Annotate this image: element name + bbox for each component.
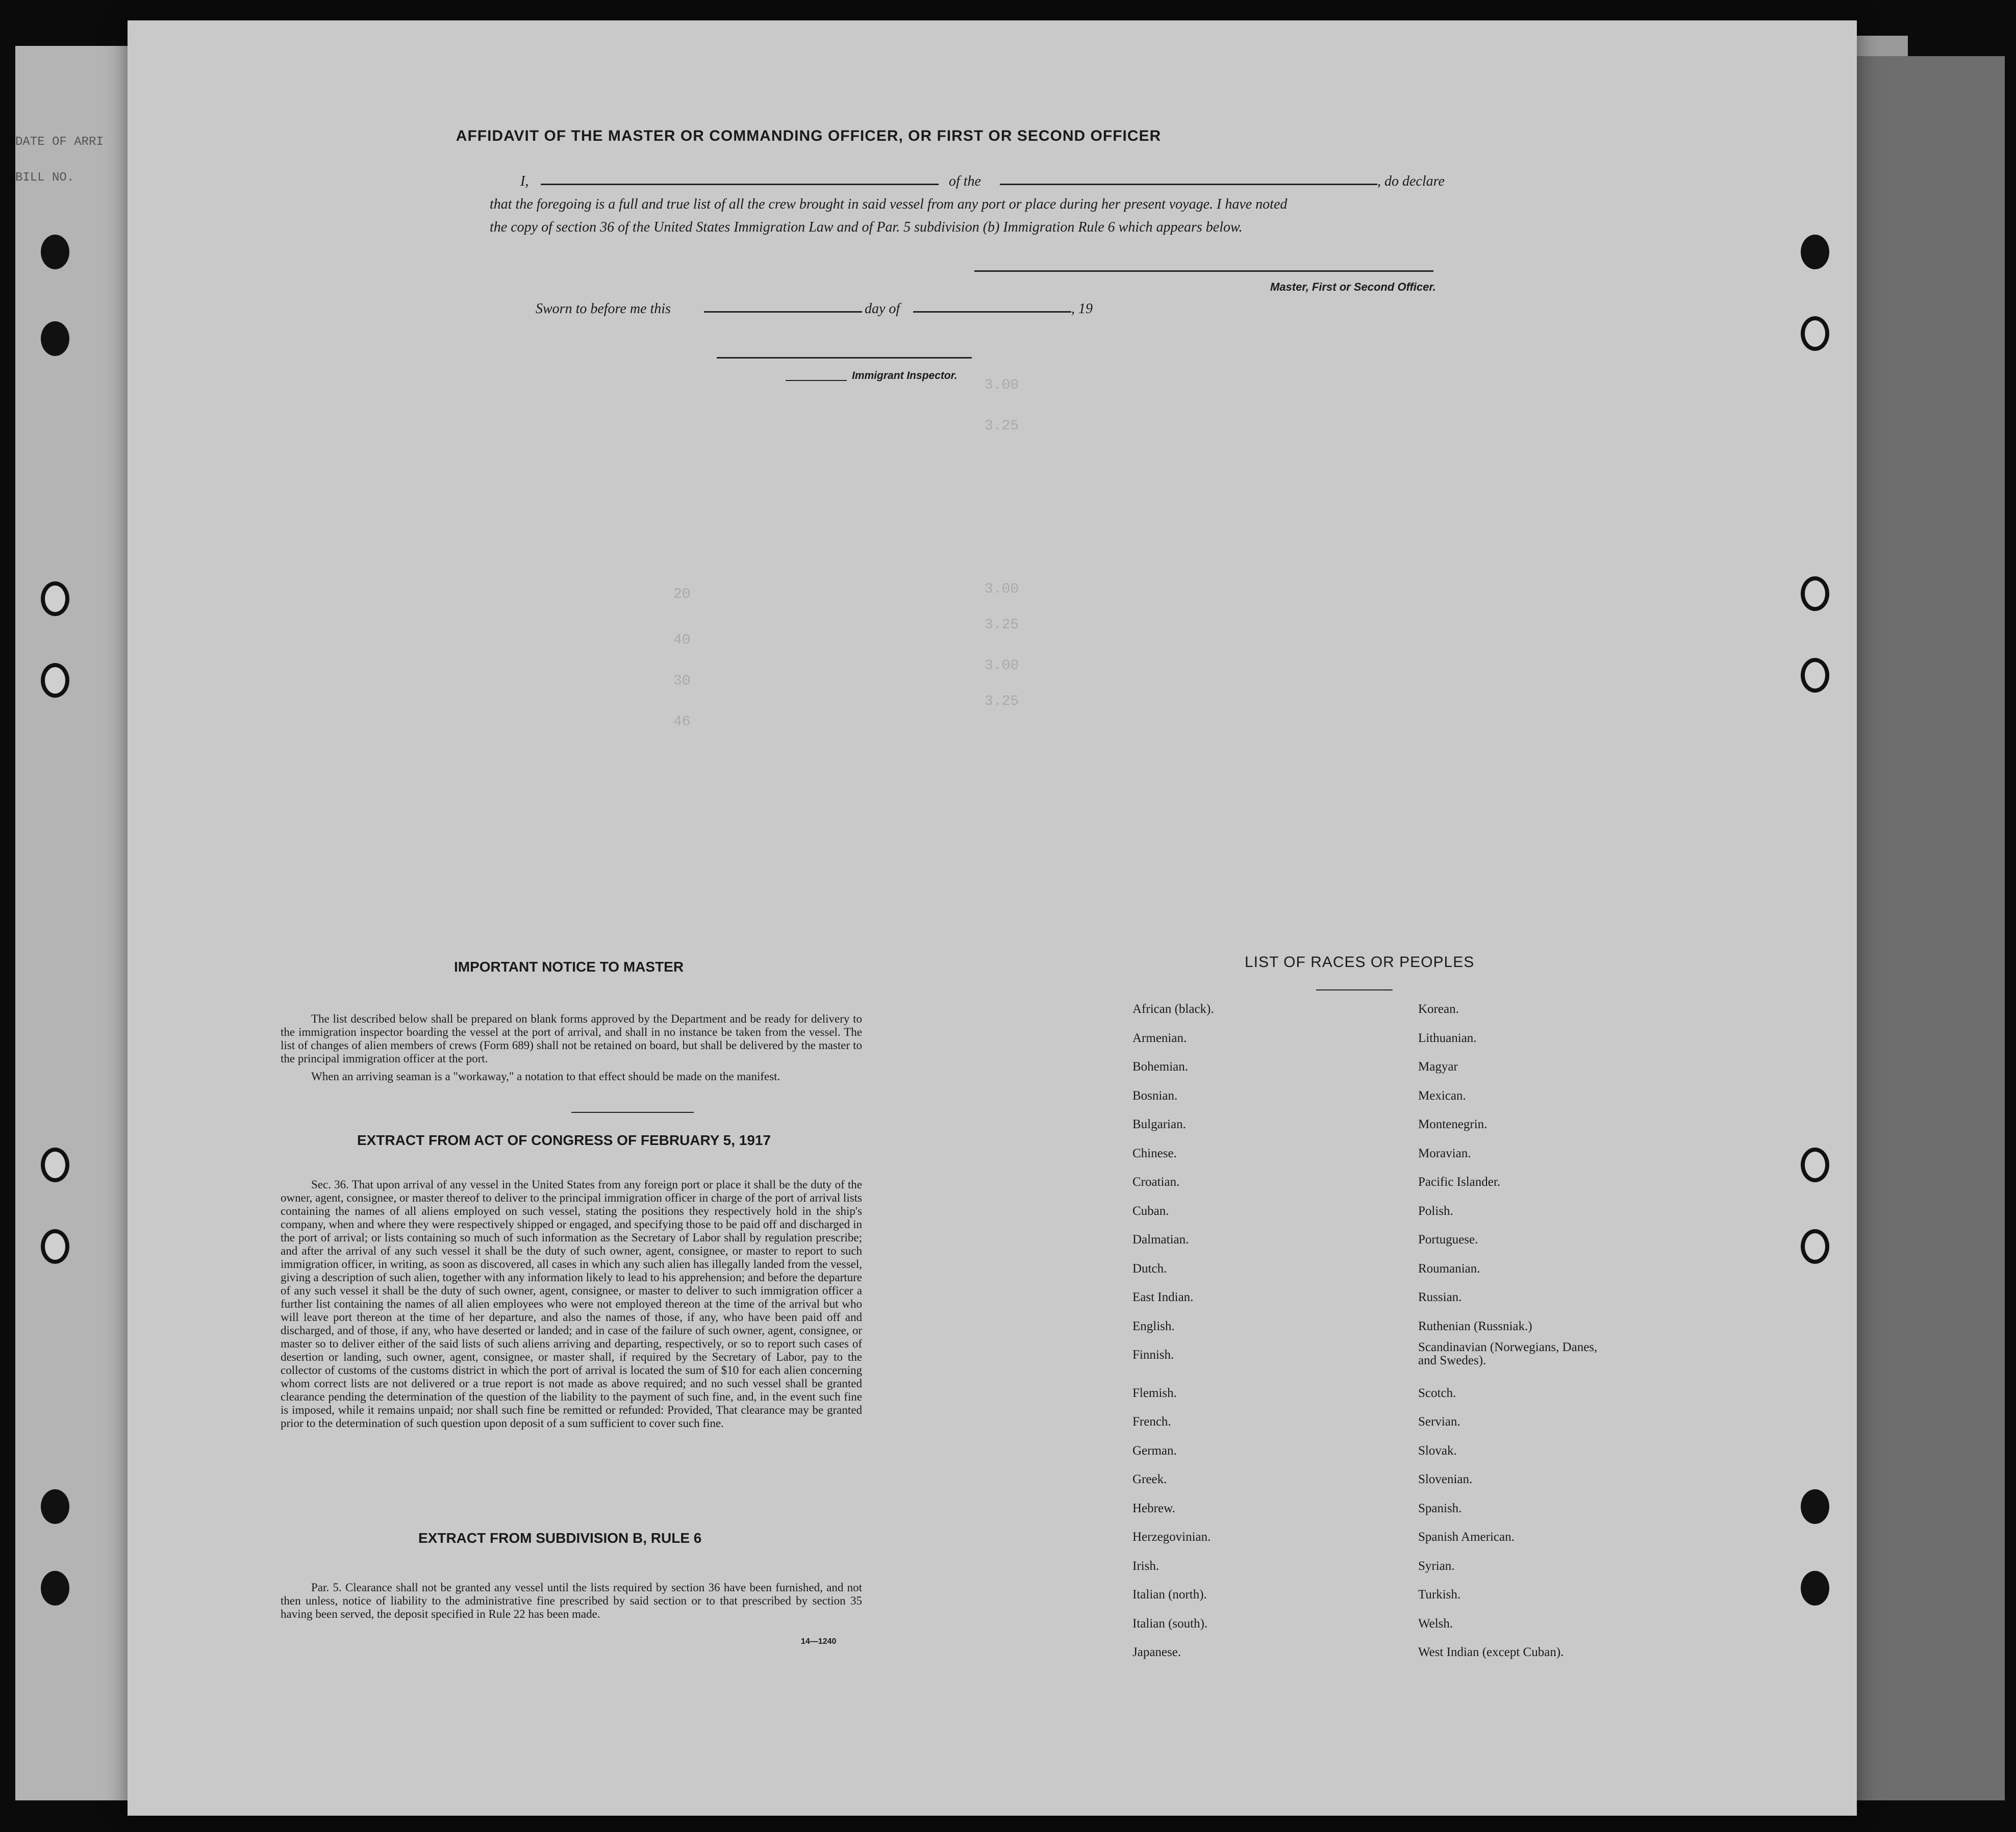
- margin-stamp-bill: BILL NO.: [15, 171, 74, 185]
- punch-hole: [1801, 1148, 1829, 1182]
- year-text: , 19: [1071, 301, 1093, 317]
- race-item: Cuban.: [1132, 1204, 1169, 1218]
- race-item: Dalmatian.: [1132, 1233, 1189, 1246]
- race-item: Roumanian.: [1418, 1261, 1480, 1276]
- punch-hole: [41, 581, 69, 616]
- race-item: Irish.: [1132, 1559, 1160, 1573]
- bleed-through-text: 3.00: [985, 377, 1019, 393]
- affidavit-line2: that the foregoing is a full and true list of all the crew brought in said vessel from any port or place during her present voyage. I have noted: [490, 196, 1288, 212]
- punch-hole: [41, 1148, 69, 1182]
- race-item: Slovenian.: [1418, 1472, 1473, 1486]
- race-item: Hebrew.: [1132, 1501, 1175, 1515]
- race-item: Dutch.: [1132, 1261, 1167, 1276]
- inspector-signature-line: [717, 357, 972, 359]
- race-item: Flemish.: [1132, 1386, 1177, 1400]
- race-item: Lithuanian.: [1418, 1031, 1477, 1045]
- affidavit-of-the: of the: [949, 173, 981, 189]
- race-item: Bosnian.: [1132, 1088, 1178, 1103]
- sworn-day-blank: [704, 311, 862, 313]
- day-of-text: day of: [865, 301, 900, 317]
- punch-hole: [1801, 658, 1829, 693]
- bleed-through-text: 3.25: [985, 418, 1019, 434]
- race-item: Spanish American.: [1418, 1530, 1515, 1544]
- master-signature-line: [974, 270, 1433, 272]
- sworn-month-blank: [913, 311, 1071, 313]
- race-item: Servian.: [1418, 1415, 1460, 1429]
- race-item: Bohemian.: [1132, 1060, 1189, 1074]
- punch-hole: [41, 1571, 69, 1606]
- race-item: Armenian.: [1132, 1031, 1187, 1045]
- race-item: Welsh.: [1418, 1616, 1453, 1631]
- name-blank-line: [541, 184, 939, 185]
- race-item: Greek.: [1132, 1472, 1167, 1486]
- margin-stamp-date: DATE OF ARRI: [15, 135, 104, 149]
- punch-hole: [1801, 235, 1829, 269]
- race-item: Bulgarian.: [1132, 1117, 1186, 1131]
- race-item: Slovak.: [1418, 1443, 1457, 1458]
- sworn-text: Sworn to before me this: [536, 301, 671, 317]
- race-item: Herzegovinian.: [1132, 1530, 1211, 1544]
- race-item: East Indian.: [1132, 1290, 1194, 1304]
- punch-hole: [1801, 1229, 1829, 1264]
- punch-hole: [1801, 316, 1829, 351]
- race-item: Ruthenian (Russniak.): [1418, 1319, 1532, 1333]
- race-item: Scotch.: [1418, 1386, 1456, 1400]
- bleed-through-text: 3.25: [985, 694, 1019, 709]
- form-number: 14—1240: [801, 1637, 837, 1646]
- extract-act-title: EXTRACT FROM ACT OF CONGRESS OF FEBRUARY 5, 1917: [357, 1132, 771, 1148]
- race-item: Italian (south).: [1132, 1616, 1208, 1631]
- back-sheet-left: [15, 46, 138, 1800]
- race-item: Magyar: [1418, 1060, 1458, 1074]
- race-item: Moravian.: [1418, 1146, 1471, 1160]
- punch-hole: [1801, 576, 1829, 611]
- race-item: Mexican.: [1418, 1088, 1466, 1103]
- race-item: Montenegrin.: [1418, 1117, 1488, 1131]
- affidavit-i: I,: [520, 173, 529, 189]
- back-sheet-far-right: [1836, 56, 2005, 1800]
- extract-act-text: Sec. 36. That upon arrival of any vessel in the United States from any foreign port or place it shall be the duty of the owner, agent, consignee, or master thereof to deliver to the principal immigration officer in charge of the port of arrival lists containing the names of all aliens employed on such vessel, stating the positions they respectively hold in the ship's company, when and where they were respectively shipped or engaged, and specifying those to be paid off and discharged in the port of arrival; or lists containing so much of such information as the Secretary of Labor shall by regulation prescribe; and after the arrival of any such vessel it shall be the duty of such owner, agent, consignee, or master to report to such immigration officer, in writing, as soon as discovered, all cases in which any such alien has illegally landed from the vessel, giving a description of such alien, together with any information likely to lead to his apprehension; and before the departure of any such vessel it shall be the duty of such owner, agent, consignee, or master to deliver to such immigration officer a further list containing the names of all alien employees who were not employed thereon at the time of the arrival but who will leave port thereon at the time of her departure, and also the names of those, if any, who have been paid off and discharged, and of those, if any, who have deserted or landed; and in case of the failure of such owner, agent, consignee, or master so to deliver either of the said lists of such aliens arriving and departing, respectively, or so to report such cases of desertion or landing, such owner, agent, consignee, or master shall, if required by the Secretary of Labor, pay to the collector of customs of the customs district in which the port of arrival is located the sum of $10 for each alien concerning whom correct lists are not delivered or a true report is not made as above required; and no such vessel shall be granted clearance pending the determination of the question of the liability to the payment of such fine, and, in the event such fine is imposed, while it remains unpaid; nor shall such fine be remitted or refunded: Provided, That clearance may be granted prior to the determination of such question upon deposit of a sum sufficient to cover such fine.: [281, 1178, 862, 1430]
- affidavit-title: AFFIDAVIT OF THE MASTER OR COMMANDING OFFICER, OR FIRST OR SECOND OFFICER: [456, 128, 1162, 144]
- race-item: African (black).: [1132, 1002, 1214, 1016]
- race-item: Croatian.: [1132, 1175, 1180, 1189]
- race-item: English.: [1132, 1319, 1175, 1333]
- race-item: Portuguese.: [1418, 1233, 1478, 1246]
- notice-title: IMPORTANT NOTICE TO MASTER: [454, 959, 684, 975]
- race-item: West Indian (except Cuban).: [1418, 1645, 1564, 1659]
- punch-hole: [41, 1489, 69, 1524]
- inspector-dash: [786, 380, 847, 381]
- race-item: Chinese.: [1132, 1146, 1177, 1160]
- master-caption: Master, First or Second Officer.: [1270, 281, 1436, 293]
- inspector-caption: Immigrant Inspector.: [852, 370, 957, 381]
- bleed-through-text: 46: [673, 714, 691, 730]
- race-item: Pacific Islander.: [1418, 1175, 1501, 1189]
- race-item: Turkish.: [1418, 1588, 1461, 1601]
- vessel-blank-line: [1000, 184, 1377, 185]
- race-item: German.: [1132, 1443, 1177, 1458]
- punch-hole: [41, 235, 69, 269]
- race-item: Syrian.: [1418, 1559, 1455, 1573]
- race-item: Italian (north).: [1132, 1588, 1207, 1601]
- bleed-through-text: 3.00: [985, 658, 1019, 674]
- bleed-through-text: 30: [673, 673, 691, 689]
- extract-rule-text: Par. 5. Clearance shall not be granted any vessel until the lists required by section 36 have been furnished, and not then unless, notice of liability to the administrative fine prescribed by said section or to that prescribed by section 35 having been served, the deposit specified in Rule 22 has been made.: [281, 1581, 862, 1620]
- extract-rule-title: EXTRACT FROM SUBDIVISION B, RULE 6: [418, 1530, 702, 1546]
- race-item: Polish.: [1418, 1204, 1453, 1218]
- bleed-through-text: 40: [673, 632, 691, 648]
- punch-hole: [1801, 1489, 1829, 1524]
- affidavit-declare: , do declare: [1377, 173, 1445, 189]
- bleed-through-text: 3.25: [985, 617, 1019, 633]
- race-item: Spanish.: [1418, 1501, 1462, 1515]
- race-item: Korean.: [1418, 1002, 1459, 1016]
- race-item: French.: [1132, 1415, 1171, 1429]
- section-divider: [571, 1112, 694, 1113]
- race-item: Scandinavian (Norwegians, Danes, and Swedes).: [1418, 1340, 1598, 1367]
- race-item: Russian.: [1418, 1290, 1462, 1304]
- punch-hole: [41, 1229, 69, 1264]
- notice-para2: When an arriving seaman is a "workaway," a notation to that effect should be made on the manifest.: [311, 1070, 780, 1083]
- races-title: LIST OF RACES OR PEOPLES: [1245, 954, 1475, 971]
- bleed-through-text: 20: [673, 587, 691, 602]
- races-divider: [1316, 989, 1393, 990]
- bleed-through-text: 3.00: [985, 581, 1019, 597]
- punch-hole: [41, 663, 69, 698]
- punch-hole: [1801, 1571, 1829, 1606]
- manifest-page: [128, 20, 1857, 1816]
- race-item: Japanese.: [1132, 1645, 1181, 1659]
- affidavit-line3: the copy of section 36 of the United States Immigration Law and of Par. 5 subdivision (b) Immigration Rule 6 which appears below.: [490, 219, 1243, 235]
- notice-para1: The list described below shall be prepared on blank forms approved by the Department and be ready for delivery to the immigration inspector boarding the vessel at the port of arrival, and shall in no instance be taken from the vessel. The list of changes of alien members of crews (Form 689) shall not be retained on board, but shall be delivered by the master to the principal immigration officer at the port.: [281, 1012, 862, 1065]
- race-item: Finnish.: [1132, 1348, 1174, 1362]
- punch-hole: [41, 321, 69, 356]
